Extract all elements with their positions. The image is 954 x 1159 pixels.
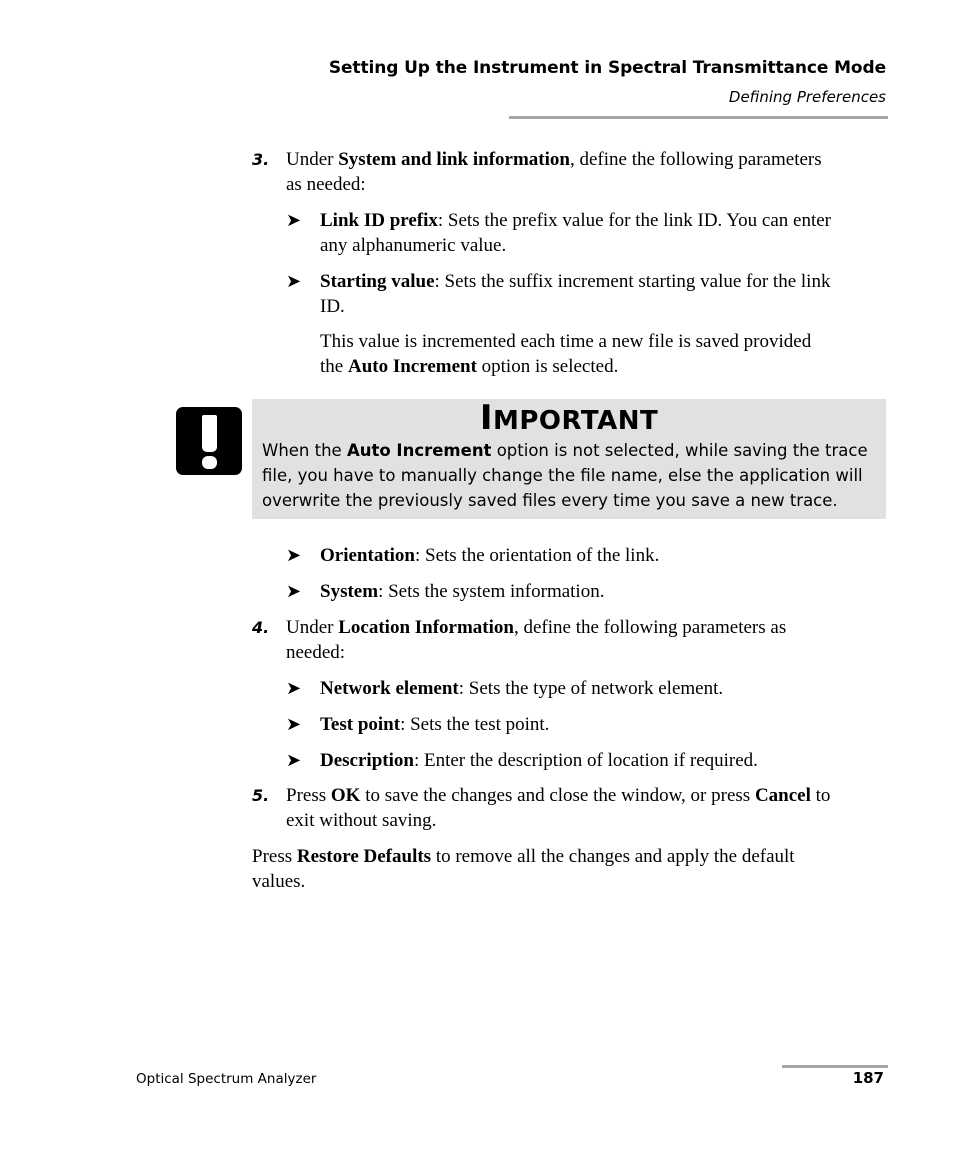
bullet-arrow-icon: ➤ [286,750,302,770]
bullet-item: Network element: Sets the type of network element. [320,678,724,699]
bullet-item: Orientation: Sets the orientation of the link. [320,545,660,566]
bullet-arrow-icon: ➤ [286,210,302,230]
page-number: 187 [852,1069,884,1087]
step-number: 4. [252,618,270,637]
important-text: When the Auto Increment option is not selected, while saving the trace file, you have to manually change the file name, else the application will overwrite the previously saved files every time you save a new trace. [262,441,868,510]
bullet-arrow-icon: ➤ [286,678,302,698]
step-number: 3. [252,150,270,169]
header-rule [509,116,888,119]
step-number: 5. [252,786,270,805]
closing-paragraph: Press Restore Defaults to remove all the changes and apply the default values. [252,846,795,892]
important-exclamation-icon [176,407,242,475]
bullet-arrow-icon: ➤ [286,271,302,291]
running-header-subtitle: Defining Preferences [728,88,886,106]
running-header-title: Setting Up the Instrument in Spectral Transmittance Mode [328,58,886,78]
bullet-note: This value is incremented each time a new file is saved provided the Auto Increment option is selected. [320,331,812,377]
bullet-item: Description: Enter the description of location if required. [320,750,758,771]
bullet-arrow-icon: ➤ [286,581,302,601]
step-text: Under System and link information, define the following parameters as needed: [286,149,822,195]
bullet-item: Link ID prefix: Sets the prefix value for the link ID. You can enter any alphanumeric value. [320,210,832,256]
step-text: Under Location Information, define the following parameters as needed: [286,617,787,663]
bullet-arrow-icon: ➤ [286,545,302,565]
footer-rule [782,1065,888,1068]
bullet-item: Starting value: Sets the suffix increment starting value for the link ID. [320,271,831,317]
important-title: IMPORTANT [479,398,659,438]
footer-product-name: Optical Spectrum Analyzer [136,1071,317,1087]
bullet-item: Test point: Sets the test point. [320,714,550,735]
bullet-item: System: Sets the system information. [320,581,605,602]
step-text: Press OK to save the changes and close the window, or press Cancel to exit without saving. [286,785,831,831]
bullet-arrow-icon: ➤ [286,714,302,734]
